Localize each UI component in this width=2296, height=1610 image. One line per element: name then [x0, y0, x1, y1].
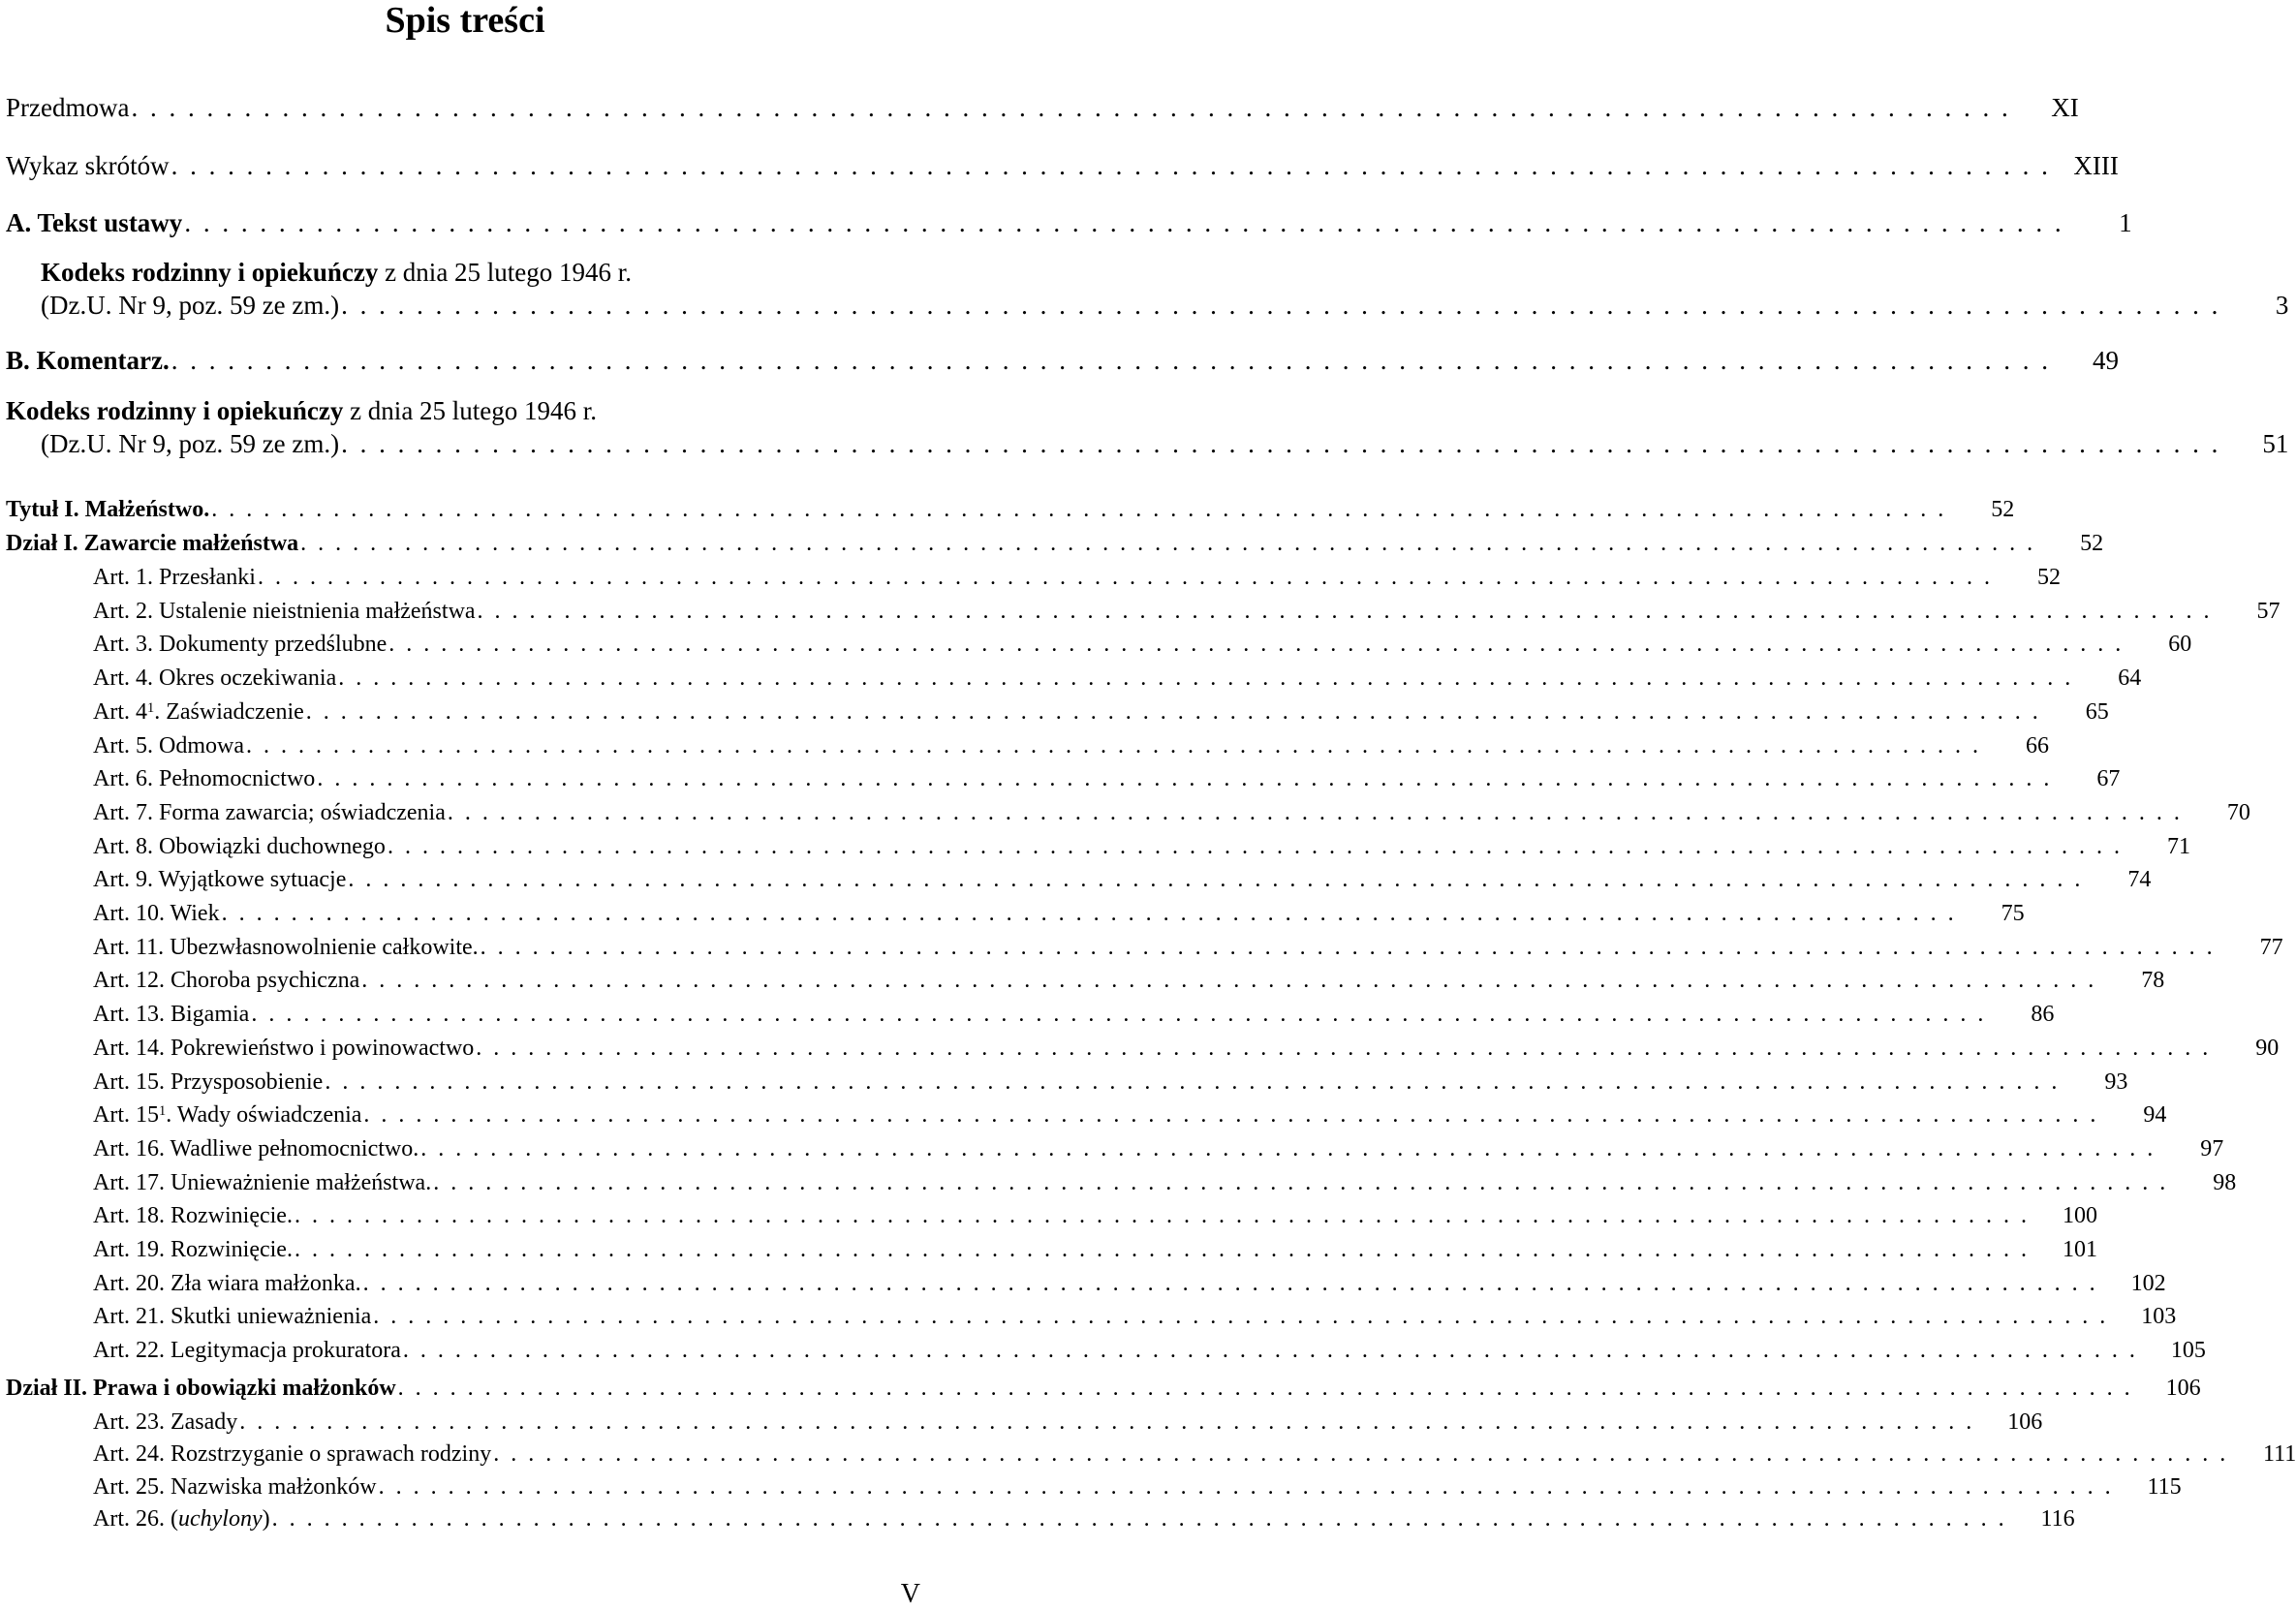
leader-dots	[298, 529, 2035, 558]
toc-label: (Dz.U. Nr 9, poz. 59 ze zm.)	[41, 429, 340, 458]
leader-dots	[170, 149, 2051, 182]
toc-entry-article[interactable]	[6, 664, 2142, 698]
leader-dots	[371, 1302, 2108, 1331]
toc-entry-article[interactable]	[6, 697, 2109, 732]
toc-label: Art. 25. Nazwiska małżonków	[93, 1473, 377, 1500]
leader-dots	[491, 1440, 2228, 1469]
toc-label: Art. 18. Rozwinięcie.	[93, 1203, 293, 1229]
toc-label: Wykaz skrótów	[6, 151, 170, 180]
toc-entry-article[interactable]	[6, 1068, 2128, 1102]
toc-page-number: 52	[2080, 531, 2104, 556]
toc-label: Art. 11. Ubezwłasnowolnienie całkowite.	[93, 934, 479, 960]
toc-entry-kro-commentary[interactable]	[6, 427, 2289, 462]
toc-label: Art. 4. Okres oczekiwania	[93, 666, 337, 692]
toc-label: A. Tekst ustawy	[6, 208, 183, 237]
toc-page-number: 51	[2262, 429, 2289, 458]
toc-page-number: 70	[2226, 799, 2250, 825]
toc-page-number: 106	[2165, 1376, 2201, 1401]
toc-page-number: 98	[2213, 1169, 2237, 1195]
toc-page-number: 86	[2031, 1002, 2055, 1028]
toc-page-number: 60	[2168, 632, 2192, 658]
toc-page-number: 66	[2025, 732, 2049, 759]
toc-entry-article[interactable]	[6, 1504, 2075, 1539]
toc-page-number: 52	[1991, 497, 2015, 522]
toc-entry-article[interactable]	[6, 798, 2250, 833]
toc-entry-part-a[interactable]	[6, 206, 2132, 241]
toc-label: Dział I. Zawarcie małżeństwa	[6, 531, 299, 556]
toc-entry-dzial-1[interactable]	[6, 529, 2104, 564]
toc-entry-article[interactable]	[6, 1472, 2182, 1507]
toc-entry-article[interactable]	[6, 563, 2061, 598]
leader-dots	[315, 764, 2052, 793]
toc-entry-article[interactable]	[6, 630, 2192, 665]
toc-entry-article[interactable]	[6, 933, 2283, 968]
toc-label: (Dz.U. Nr 9, poz. 59 ze zm.)	[41, 291, 340, 320]
toc-page-number: 78	[2141, 968, 2165, 994]
toc-entry-part-b[interactable]	[6, 344, 2119, 379]
toc-label: Art. 9. Wyjątkowe sytuacje	[93, 867, 347, 893]
toc-page-number: 111	[2263, 1441, 2296, 1468]
leader-dots	[339, 289, 2220, 322]
toc-entry-article[interactable]	[6, 764, 2121, 799]
toc-entry-article[interactable]	[6, 865, 2152, 900]
toc-page-number: 93	[2104, 1068, 2128, 1095]
leader-dots	[336, 664, 2073, 693]
leader-dots	[339, 427, 2220, 460]
toc-entry-article[interactable]	[6, 1201, 2097, 1236]
page-title: Spis treści	[385, 0, 545, 41]
toc-label: Art. 26. (uchylony)	[93, 1505, 270, 1532]
toc-page-number: XI	[2051, 93, 2079, 122]
toc-label: B. Komentarz.	[6, 346, 170, 375]
toc-page-number: 64	[2118, 666, 2142, 692]
leader-dots	[237, 1408, 1974, 1437]
toc-page-number: 105	[2170, 1338, 2206, 1364]
toc-label: Art. 20. Zła wiara małżonka.	[93, 1270, 361, 1296]
toc-label: Art. 13. Bigamia	[93, 1002, 250, 1028]
toc-page-number: 57	[2256, 598, 2280, 624]
leader-dots	[182, 206, 2063, 239]
toc-entry-dzial-2[interactable]	[6, 1374, 2201, 1409]
leader-dots	[476, 597, 2213, 626]
toc-entry-article[interactable]	[6, 1408, 2043, 1442]
leader-dots	[244, 731, 1981, 760]
toc-entry-article[interactable]	[6, 1302, 2177, 1337]
toc-entry-tytul-1[interactable]	[6, 495, 2015, 530]
toc-entry-kro-text[interactable]	[6, 289, 2289, 324]
toc-label: Kodeks rodzinny i opiekuńczy z dnia 25 lutego 1946 r.	[6, 396, 598, 425]
leader-dots	[220, 899, 1957, 928]
page-folio: V	[900, 1579, 920, 1609]
leader-dots	[293, 1235, 2030, 1264]
leader-dots	[256, 563, 1993, 592]
toc-page-number: 67	[2096, 766, 2121, 792]
toc-entry-article[interactable]	[6, 731, 2049, 766]
leader-dots	[304, 697, 2041, 727]
toc-page-number: 74	[2127, 867, 2152, 893]
leader-dots	[170, 344, 2051, 377]
leader-dots	[377, 1472, 2114, 1502]
toc-page-number: 49	[2092, 346, 2119, 375]
toc-label: Art. 17. Unieważnienie małżeństwa.	[93, 1169, 432, 1195]
leader-dots	[346, 865, 2083, 894]
toc-label: Art. 19. Rozwinięcie.	[93, 1237, 293, 1262]
toc-label: Art. 23. Zasady	[93, 1409, 238, 1435]
toc-label: Art. 3. Dokumenty przedślubne	[93, 632, 388, 658]
toc-label: Art. 1. Przesłanki	[93, 565, 256, 590]
toc-label: Art. 5. Odmowa	[93, 732, 244, 759]
toc-page-number: 115	[2147, 1473, 2182, 1500]
leader-dots	[293, 1201, 2030, 1230]
toc-label: Art. $15^1$. Wady oświadczenia	[93, 1102, 362, 1129]
toc-entry-article[interactable]	[6, 966, 2165, 1001]
toc-entry-article[interactable]	[6, 1269, 2166, 1304]
toc-page-number: XIII	[2073, 151, 2119, 180]
leader-dots	[386, 832, 2123, 861]
toc-page-number: 75	[2001, 901, 2025, 926]
toc-entry-article[interactable]	[6, 1134, 2224, 1169]
toc-label: Dział II. Prawa i obowiązki małżonków	[6, 1376, 396, 1401]
toc-entry-wykaz-skrotow[interactable]	[6, 149, 2119, 184]
toc-entry-article[interactable]	[6, 1336, 2206, 1371]
toc-page-number: 103	[2141, 1304, 2177, 1330]
toc-label: Art. 22. Legitymacja prokuratora	[93, 1338, 401, 1364]
leader-dots	[129, 91, 2010, 124]
leader-dots	[479, 933, 2216, 962]
toc-page-number: 97	[2200, 1135, 2224, 1161]
toc-entry-article[interactable]	[6, 1440, 2296, 1474]
toc-page-number: 102	[2130, 1270, 2166, 1296]
toc-page-number: 116	[2040, 1505, 2075, 1532]
toc-label: Kodeks rodzinny i opiekuńczy z dnia 25 lutego 1946 r.	[41, 258, 633, 287]
toc-page-number: 52	[2036, 565, 2061, 590]
toc-label: Tytuł I. Małżeństwo.	[6, 497, 210, 522]
leader-dots	[419, 1134, 2156, 1163]
toc-entry-article[interactable]	[6, 1100, 2167, 1135]
toc-page-number: 94	[2143, 1102, 2167, 1129]
toc-page-number: 90	[2255, 1035, 2280, 1061]
leader-dots	[446, 798, 2183, 827]
toc-label: Art. 12. Choroba psychiczna	[93, 968, 360, 994]
toc-entry-article[interactable]	[6, 1034, 2280, 1068]
toc-label: Art. 6. Pełnomocnictwo	[93, 766, 316, 792]
leader-dots	[359, 966, 2096, 995]
toc-label: Art. 7. Forma zawarcia; oświadczenia	[93, 799, 446, 825]
toc-page-number: 1	[2119, 208, 2132, 237]
toc-label: Art. 2. Ustalenie nieistnienia małżeństwa	[93, 598, 476, 624]
toc-page-number: 3	[2275, 291, 2289, 320]
leader-dots	[361, 1269, 2098, 1298]
toc-label: Przedmowa	[6, 93, 130, 122]
toc-entry-article[interactable]	[6, 899, 2025, 934]
toc-label: Art. 24. Rozstrzyganie o sprawach rodziny	[93, 1441, 492, 1468]
leader-dots	[387, 630, 2124, 659]
toc-entry-article[interactable]	[6, 597, 2280, 632]
leader-dots	[323, 1068, 2060, 1097]
toc-page-number: 71	[2166, 833, 2190, 859]
toc-entry-kro-heading	[6, 256, 963, 291]
toc-entry-kro-commentary-heading	[6, 394, 928, 429]
toc-entry-article[interactable]	[6, 1000, 2055, 1035]
leader-dots	[396, 1374, 2133, 1403]
leader-dots	[209, 495, 1946, 524]
leader-dots	[361, 1100, 2098, 1130]
leader-dots	[401, 1336, 2138, 1365]
toc-page-number: 106	[2007, 1409, 2043, 1435]
toc-entry-przedmowa[interactable]	[6, 91, 2079, 126]
leader-dots	[249, 1000, 1986, 1029]
toc-label: Art. 21. Skutki unieważnienia	[93, 1304, 372, 1330]
toc-label: Art. 15. Przysposobienie	[93, 1068, 324, 1095]
leader-dots	[474, 1034, 2211, 1063]
toc-label: Art. $4^1$. Zaświadczenie	[93, 698, 304, 725]
toc-label: Art. 10. Wiek	[93, 901, 220, 926]
toc-page-number: 77	[2259, 934, 2283, 960]
toc-entry-article[interactable]	[6, 1168, 2237, 1203]
toc-entry-article[interactable]	[6, 832, 2190, 867]
leader-dots	[270, 1504, 2007, 1533]
toc-page-number: 65	[2085, 698, 2109, 725]
toc-label: Art. 14. Pokrewieństwo i powinowactwo	[93, 1035, 475, 1061]
toc-label: Art. 16. Wadliwe pełnomocnictwo.	[93, 1135, 419, 1161]
toc-label: Art. 8. Obowiązki duchownego	[93, 833, 386, 859]
toc-entry-article[interactable]	[6, 1235, 2097, 1270]
leader-dots	[431, 1168, 2168, 1197]
toc-page-number: 101	[2062, 1237, 2097, 1262]
toc-page-number: 100	[2062, 1203, 2097, 1229]
